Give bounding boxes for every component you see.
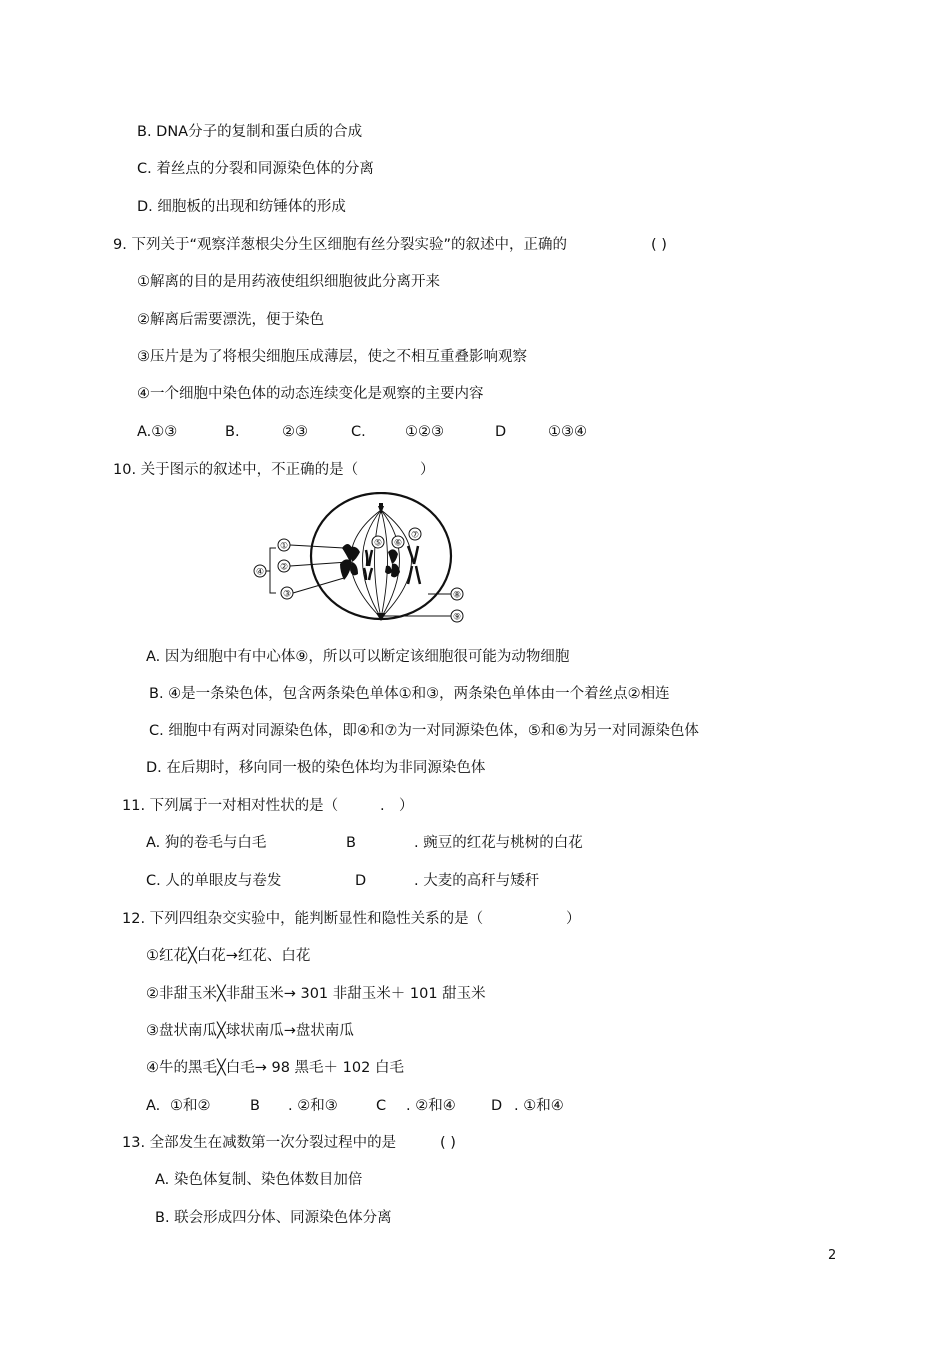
chromosome-small-left <box>364 550 372 580</box>
label-9: ⑨ <box>452 612 462 623</box>
q9-option-a-text: ①③ <box>151 424 178 440</box>
q13-answer-paren: ( ) <box>440 1135 456 1151</box>
q12-item-3: ③盘状南瓜╳球状南瓜→盘状南瓜 <box>146 1023 354 1039</box>
q9-answer-paren: ( ) <box>651 237 667 253</box>
q9-item-1: ①解离的目的是用药液使组织细胞彼此分离开来 <box>137 274 440 290</box>
q10-option-a: A. 因为细胞中有中心体⑨，所以可以断定该细胞很可能为动物细胞 <box>146 649 570 665</box>
q9-option-a-letter: A. <box>137 424 152 440</box>
q12-item-1: ①红花╳白花→红花、白花 <box>146 948 311 964</box>
q10-option-b: B. ④是一条染色体，包含两条染色单体①和③，两条染色单体由一个着丝点②相连 <box>149 686 670 702</box>
q11-stem: 11. 下列属于一对相对性状的是（ <box>122 798 339 814</box>
page-number: 2 <box>828 1248 837 1263</box>
q11-option-d-letter: D <box>355 873 367 889</box>
q9-item-2: ②解离后需要漂洗，便于染色 <box>137 312 324 328</box>
q9-option-b-text: ②③ <box>282 424 308 440</box>
q11-option-d-text: . 大麦的高秆与矮秆 <box>414 873 540 889</box>
q12-stem: 12. 下列四组杂交实验中，能判断显性和隐性关系的是（ <box>122 911 484 927</box>
label-8: ⑧ <box>452 590 462 601</box>
q9-option-d-letter: D <box>495 424 507 440</box>
q12-option-c-letter: C <box>376 1098 387 1114</box>
q9-option-d-text: ①③④ <box>548 424 587 440</box>
q12-option-c-text: . ②和④ <box>406 1098 456 1114</box>
q9-option-c-text: ①②③ <box>405 424 444 440</box>
q9-option-b-letter: B. <box>225 424 240 440</box>
q10-option-c: C. 细胞中有两对同源染色体，即④和⑦为一对同源染色体，⑤和⑥为另一对同源染色体 <box>149 723 699 739</box>
label-2: ② <box>279 562 289 573</box>
q12-option-a-text: ①和② <box>170 1098 211 1114</box>
q9-item-3: ③压片是为了将根尖细胞压成薄层，使之不相互重叠影响观察 <box>137 349 527 365</box>
spindle-fibers <box>351 510 412 618</box>
chromosome-small-right <box>408 546 420 584</box>
q10-option-d: D. 在后期时，移向同一极的染色体均为非同源染色体 <box>146 760 486 776</box>
q8-option-d: D. 细胞板的出现和纺锤体的形成 <box>137 199 346 215</box>
q11-option-b-text: . 豌豆的红花与桃树的白花 <box>414 835 583 851</box>
q11-option-a: A. 狗的卷毛与白毛 <box>146 835 267 851</box>
label-4: ④ <box>255 567 265 578</box>
label-3: ③ <box>282 589 292 600</box>
q9-item-4: ④一个细胞中染色体的动态连续变化是观察的主要内容 <box>137 386 484 402</box>
q13-stem: 13. 全部发生在减数第一次分裂过程中的是 <box>122 1135 397 1151</box>
q9-option-c-letter: C. <box>351 424 366 440</box>
q9-option-a <box>137 422 177 442</box>
label-7: ⑦ <box>410 530 420 541</box>
q12-option-d-letter: D <box>491 1098 503 1114</box>
q12-option-b-text: . ②和③ <box>288 1098 338 1114</box>
q8-option-c: C. 着丝点的分裂和同源染色体的分离 <box>137 161 374 177</box>
cell-division-diagram <box>248 492 478 632</box>
q13-option-a: A. 染色体复制、染色体数目加倍 <box>155 1172 363 1188</box>
q10-paren-close: ） <box>420 462 435 478</box>
q11-option-c: C. 人的单眼皮与卷发 <box>146 873 282 889</box>
label-5: ⑤ <box>373 538 383 549</box>
q12-paren-close: ） <box>566 911 581 927</box>
q12-option-d-text: . ①和④ <box>514 1098 564 1114</box>
q11-option-b-letter: B <box>346 835 356 851</box>
q12-option-a-letter: A. <box>146 1098 161 1114</box>
q10-stem: 10. 关于图示的叙述中，不正确的是（ <box>113 462 359 478</box>
q11-paren-close: ） <box>399 798 414 814</box>
q12-item-4: ④牛的黑毛╳白毛→ 98 黑毛＋ 102 白毛 <box>146 1060 404 1076</box>
q8-option-b: B. DNA分子的复制和蛋白质的合成 <box>137 124 363 140</box>
label-6: ⑥ <box>393 538 403 549</box>
q11-dot: . <box>380 798 385 814</box>
q9-stem: 9. 下列关于“观察洋葱根尖分生区细胞有丝分裂实验”的叙述中，正确的 <box>113 237 567 253</box>
q12-option-b-letter: B <box>250 1098 260 1114</box>
q12-item-2: ②非甜玉米╳非甜玉米→ 301 非甜玉米＋ 101 甜玉米 <box>146 986 486 1002</box>
label-1: ① <box>279 541 289 552</box>
q13-option-b: B. 联会形成四分体、同源染色体分离 <box>155 1210 392 1226</box>
